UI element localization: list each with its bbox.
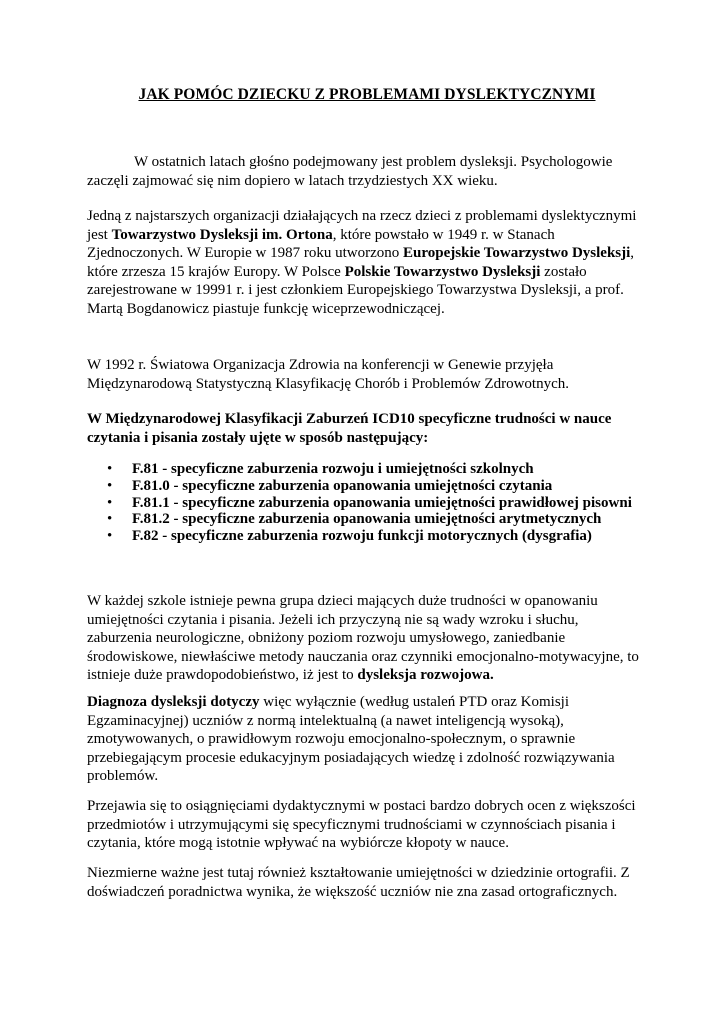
paragraph-who: W 1992 r. Światowa Organizacja Zdrowia na konferencji w Genewie przyjęła Międzynarodową Statystyczną Klasyfikację Chorób i Problemów Zdrowotnych. xyxy=(87,357,569,392)
bullet-icon: • xyxy=(107,528,113,545)
document-title: JAK POMÓC DZIECKU Z PROBLEMAMI DYSLEKTYCZNYMI xyxy=(138,86,596,103)
list-item xyxy=(87,478,647,495)
paragraph-school-group xyxy=(87,592,647,685)
paragraph-icd10-heading: W Międzynarodowej Klasyfikacji Zaburzeń ICD10 specyficzne trudności w nauce czytania i pisania zostały ujęte w sposób następujący: xyxy=(87,411,612,446)
bullet-icon: • xyxy=(107,477,113,494)
list-item xyxy=(87,511,647,528)
paragraph-orthography: Niezmierne ważne jest tutaj również kształtowanie umiejętności w dziedzinie ortografii. Z doświadczeń poradnictwa wynika, że większość uczniów nie zna zasad ortograficznych. xyxy=(87,865,630,900)
bold-term: Europejskie Towarzystwo Dysleksji xyxy=(403,245,631,262)
bold-term: Towarzystwo Dysleksji im. Ortona xyxy=(111,226,333,243)
list-item-text: F.81.2 - specyficzne zaburzenia opanowania umiejętności arytmetycznych xyxy=(132,511,602,528)
bold-term: Polskie Towarzystwo Dysleksji xyxy=(344,263,541,280)
list-item xyxy=(87,495,647,512)
paragraph-diagnosis xyxy=(87,693,647,786)
list-item xyxy=(87,461,647,478)
bullet-icon: • xyxy=(107,494,113,511)
bullet-icon: • xyxy=(107,461,113,477)
list-item-text: F.81.0 - specyficzne zaburzenia opanowania umiejętności czytania xyxy=(132,477,553,494)
paragraph-intro: W ostatnich latach głośno podejmowany jest problem dysleksji. Psychologowie zaczęli zajmować się nim dopiero w latach trzydziestych XX wieku. xyxy=(87,154,613,189)
paragraph-text: więc wyłącznie (według ustaleń PTD oraz Komisji Egzaminacyjnej) uczniów z normą intelektualną (a nawet inteligencją wysoką), zmotywowanych, o prawidłowym rozwoju emocjonalno-społecznym, o sprawnie przebiegającym procesie edukacyjnym posiadających wiedzę i zdolność rozwiązywania problemów. xyxy=(87,694,615,785)
icd-code-list xyxy=(87,461,647,545)
paragraph-text: W każdej szkole istnieje pewna grupa dzieci mających duże trudności w opanowaniu umiejętności czytania i pisania. Jeżeli ich przyczyną nie są wady wzroku i słuchu, zaburzenia neurologiczne, obniżony poziom rozwoju umysłowego, zaniedbanie środowiskowe, niewłaściwe metody nauczania oraz czynniki emocjonalno-motywacyjne, to istnieje duże prawdopodobieństwo, iż jest to xyxy=(87,593,639,684)
paragraph-organizations xyxy=(87,207,647,319)
list-item-text: F.81.1 - specyficzne zaburzenia opanowania umiejętności prawidłowej pisowni xyxy=(132,494,632,511)
paragraph-text: , które powstało w 1949 r. w Stanach Zjednoczonych. W Europie w 1987 roku utworzono xyxy=(87,226,555,262)
bold-term: Diagnoza dysleksji dotyczy xyxy=(87,694,260,710)
paragraph-text: Jedną z najstarszych organizacji działających na rzecz dzieci z problemami dyslektycznymi jest xyxy=(87,208,637,243)
list-item-text: F.81 - specyficzne zaburzenia rozwoju i umiejętności szkolnych xyxy=(132,461,534,477)
paragraph-text: zostało zarejestrowane w 19991 r. i jest członkiem Europejskiego Towarzystwa Dysleksji, a prof. Martą Bogdanowicz piastuje funkcję wiceprzewodniczącej. xyxy=(87,263,624,317)
bold-term: dysleksja rozwojowa. xyxy=(357,667,494,684)
bullet-icon: • xyxy=(107,511,113,528)
paragraph-text: , które zrzesza 15 krajów Europy. W Polsce xyxy=(87,245,635,280)
list-item xyxy=(87,528,647,545)
paragraph-manifestation: Przejawia się to osiągnięciami dydaktycznymi w postaci bardzo dobrych ocen z większości przedmiotów i utrzymującymi się specyficznymi trudnościami w czynnościach pisania i czytania, które mogą istotnie wpływać na wybiórcze kłopoty w nauce. xyxy=(87,798,636,852)
list-item-text: F.82 - specyficzne zaburzenia rozwoju funkcji motorycznych (dysgrafia) xyxy=(132,528,592,545)
